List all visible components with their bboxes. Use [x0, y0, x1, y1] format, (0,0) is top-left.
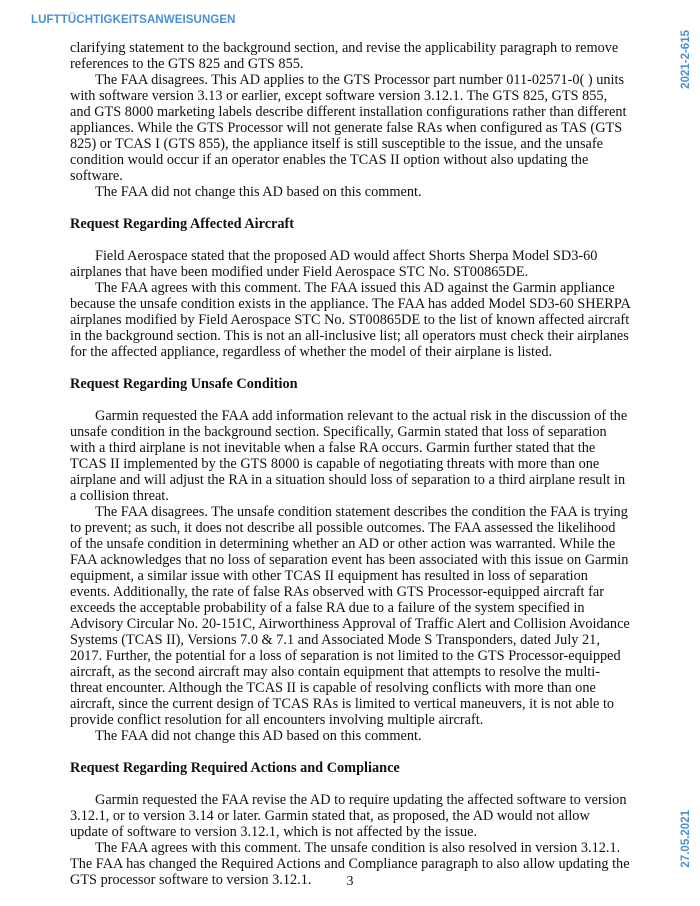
section-heading-unsafe-condition: Request Regarding Unsafe Condition [70, 376, 298, 392]
section-heading-required-actions: Request Regarding Required Actions and Compliance [70, 760, 400, 776]
paragraph: Garmin requested the FAA revise the AD to require updating the affected software to version 3.12.1, or to version 3.14 or later. Garmin stated that, as proposed, the AD would not allow update of software to version 3.12.1, which is not affected by the issue. [70, 792, 627, 840]
section-heading-affected-aircraft: Request Regarding Affected Aircraft [70, 216, 295, 232]
paragraph: The FAA disagrees. This AD applies to the GTS Processor part number 011-02571-0( ) units with software version 3.13 or earlier, except software version 3.12.1. The GTS 825, GTS 855, and GTS 8000 marketing labels describe different installation configurations rather than different appliances. While the GTS Processor will not generate false RAs when configured as TAS (GTS 825) or TCAS I (GTS 855), the appliance itself is still susceptible to the issue, and the unsafe condition would occur if an operator enables the TCAS II option without also updating the software. [70, 72, 627, 184]
paragraph: clarifying statement to the background section, and revise the applicability paragraph to remove references to the GTS 825 and GTS 855. [70, 40, 619, 72]
paragraph: The FAA disagrees. The unsafe condition statement describes the condition the FAA is trying to prevent; as such, it does not describe all possible outcomes. The FAA assessed the likelihood of the unsafe condition in determining whether an AD or other action was warranted. While the FAA acknowledges that no loss of separation event has been associated with this issue on Garmin equipment, a similar issue with other TCAS II equipment has resulted in loss of separation events. Additionally, the rate of false RAs observed with GTS Processor-equipped aircraft far exceeds the acceptable probability of a false RA due to a failure of the system specified in Advisory Circular No. 20-151C, Airworthiness Approval of Traffic Alert and Collision Avoidance Systems (TCAS II), Versions 7.0 & 7.1 and Associated Mode S Transponders, dated July 21, 2017. Further, the potential for a loss of separation is not limited to the GTS Processor-equipped aircraft, as the second aircraft may also contain equipment that attempts to resolve the multi-threat encounter. Although the TCAS II is capable of resolving conflicts with more than one aircraft, since the current design of TCAS RAs is limited to vertical maneuvers, it is not able to provide conflict resolution for all encounters involving multiple aircraft. [70, 504, 630, 728]
document-body [70, 40, 630, 888]
paragraph: The FAA agrees with this comment. The FAA issued this AD against the Garmin appliance because the unsafe condition exists in the appliance. The FAA has added Model SD3-60 SHERPA airplanes modified by Field Aerospace STC No. ST00865DE to the list of known affected aircraft in the background section. This is not an all-inclusive list; all operators must check their airplanes for the affected appliance, regardless of whether the model of their airplane is listed. [70, 280, 631, 360]
document-date: 27.05.2021 [680, 810, 692, 868]
paragraph: The FAA agrees with this comment. The unsafe condition is also resolved in version 3.12.1. The FAA has changed the Required Actions and Compliance paragraph to also allow updating the GTS processor software to version 3.12.1. [70, 840, 630, 888]
header-label: LUFTTÜCHTIGKEITSANWEISUNGEN [31, 14, 236, 26]
paragraph: Garmin requested the FAA add information relevant to the actual risk in the discussion of the unsafe condition in the background section. Specifically, Garmin stated that loss of separation with a third airplane is not inevitable when a false RA occurs. Garmin further stated that the TCAS II implemented by the GTS 8000 is capable of negotiating threats with more than one airplane and will adjust the RA in a situation should loss of separation to a third airplane result in a collision threat. [70, 408, 628, 504]
page-number: 3 [346, 874, 354, 889]
document-number: 2021-2-615 [680, 30, 692, 89]
paragraph: Field Aerospace stated that the proposed AD would affect Shorts Sherpa Model SD3-60 airplanes that have been modified under Field Aerospace STC No. ST00865DE. [70, 248, 598, 280]
paragraph: The FAA did not change this AD based on this comment. [95, 728, 422, 744]
paragraph: The FAA did not change this AD based on this comment. [95, 184, 422, 200]
